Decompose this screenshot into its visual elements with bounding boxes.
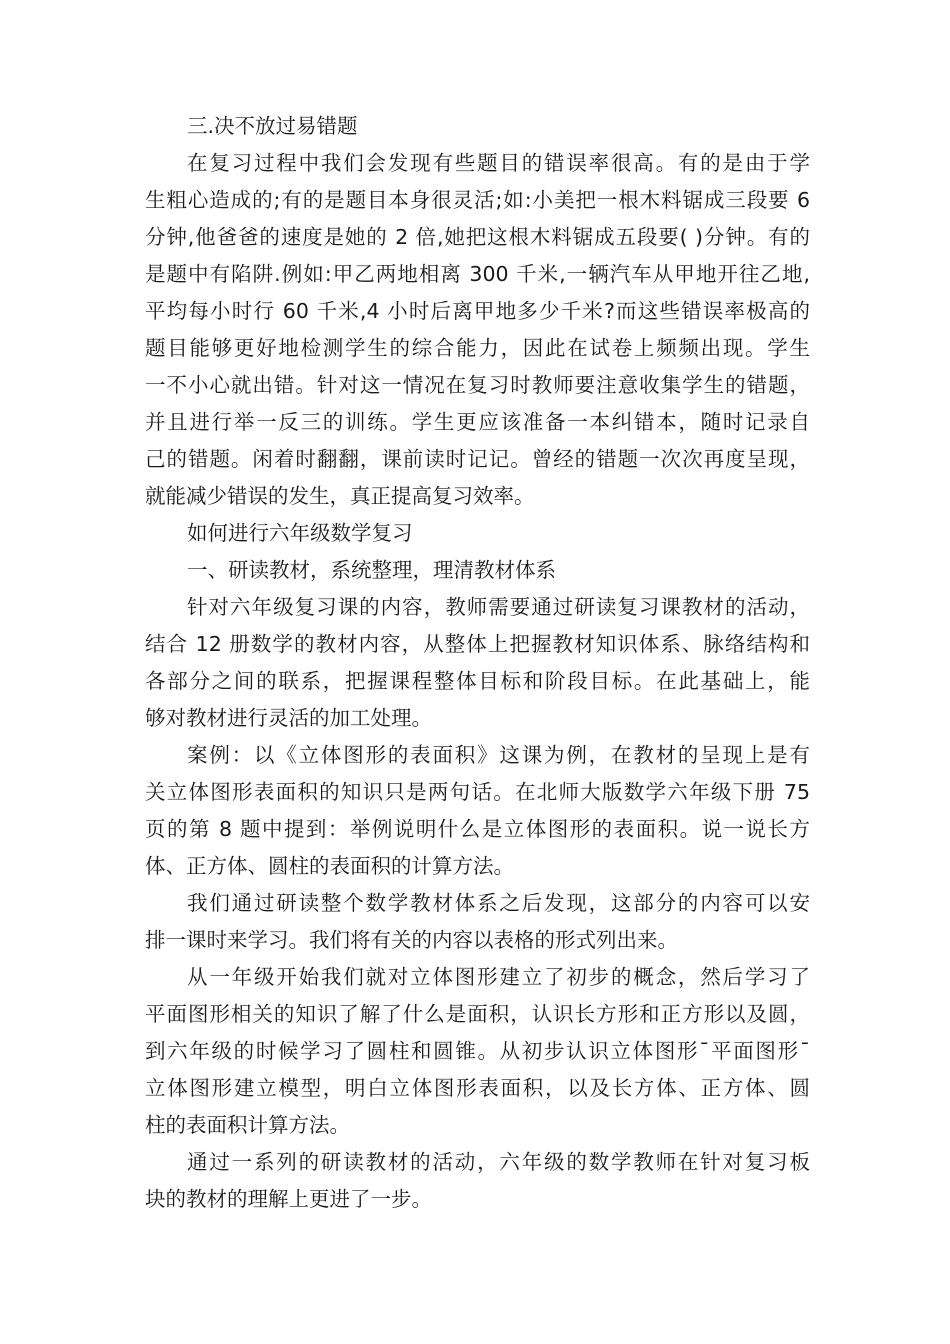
paragraph-line: 平均每小时行 60 千米,4 小时后离甲地多少千米?而这些错误率极高的 [145, 299, 810, 323]
paragraph-line: 一不小心就出错。针对这一情况在复习时教师要注意收集学生的错题， [145, 373, 810, 397]
paragraph-line: 就能减少错误的发生，真正提高复习效率。 [145, 484, 535, 508]
paragraph-line: 在复习过程中我们会发现有些题目的错误率很高。有的是由于学 [187, 151, 810, 175]
paragraph-line: 体、正方体、圆柱的表面积的计算方法。 [145, 854, 514, 878]
paragraph-line: 案例：以《立体图形的表面积》这课为例，在教材的呈现上是有 [187, 743, 810, 767]
section-heading: 一、研读教材，系统整理，理清教材体系 [187, 558, 556, 582]
section-heading: 三.决不放过易错题 [187, 114, 358, 138]
paragraph-line: 柱的表面积计算方法。 [145, 1113, 350, 1137]
paragraph-line: 到六年级的时候学习了圆柱和圆锥。从初步认识立体图形¯平面图形¯ [145, 1039, 810, 1063]
paragraph-line: 分钟,他爸爸的速度是她的 2 倍,她把这根木料锯成五段要( )分钟。有的 [145, 225, 810, 249]
paragraph-line: 关立体图形表面积的知识只是两句话。在北师大版数学六年级下册 75 [145, 780, 810, 804]
paragraph-line: 题目能够更好地检测学生的综合能力，因此在试卷上频频出现。学生 [145, 336, 810, 360]
paragraph-line: 生粗心造成的;有的是题目本身很灵活;如:小美把一根木料锯成三段要 6 [145, 188, 810, 212]
paragraph-line: 各部分之间的联系，把握课程整体目标和阶段目标。在此基础上，能 [145, 669, 810, 693]
section-heading: 如何进行六年级数学复习 [187, 521, 413, 545]
paragraph-line: 块的教材的理解上更进了一步。 [145, 1187, 432, 1211]
paragraph-line: 页的第 8 题中提到：举例说明什么是立体图形的表面积。说一说长方 [145, 817, 810, 841]
paragraph-line: 是题中有陷阱.例如:甲乙两地相离 300 千米,一辆汽车从甲地开往乙地, [145, 262, 810, 286]
paragraph-line: 排一课时来学习。我们将有关的内容以表格的形式列出来。 [145, 928, 678, 952]
paragraph-line: 立体图形建立模型，明白立体图形表面积，以及长方体、正方体、圆 [145, 1076, 810, 1100]
paragraph-line: 针对六年级复习课的内容，教师需要通过研读复习课教材的活动， [187, 595, 810, 619]
paragraph-line: 够对教材进行灵活的加工处理。 [145, 706, 432, 730]
paragraph-line: 己的错题。闲着时翻翻，课前读时记记。曾经的错题一次次再度呈现， [145, 447, 810, 471]
paragraph-line: 结合 12 册数学的教材内容，从整体上把握教材知识体系、脉络结构和 [145, 632, 810, 656]
paragraph-line: 通过一系列的研读教材的活动，六年级的数学教师在针对复习板 [187, 1150, 810, 1174]
paragraph-line: 平面图形相关的知识了解了什么是面积，认识长方形和正方形以及圆， [145, 1002, 810, 1026]
paragraph-line: 并且进行举一反三的训练。学生更应该准备一本纠错本，随时记录自 [145, 410, 810, 434]
paragraph-line: 从一年级开始我们就对立体图形建立了初步的概念，然后学习了 [187, 965, 810, 989]
paragraph-line: 我们通过研读整个数学教材体系之后发现，这部分的内容可以安 [187, 891, 810, 915]
document-body [145, 108, 810, 1218]
